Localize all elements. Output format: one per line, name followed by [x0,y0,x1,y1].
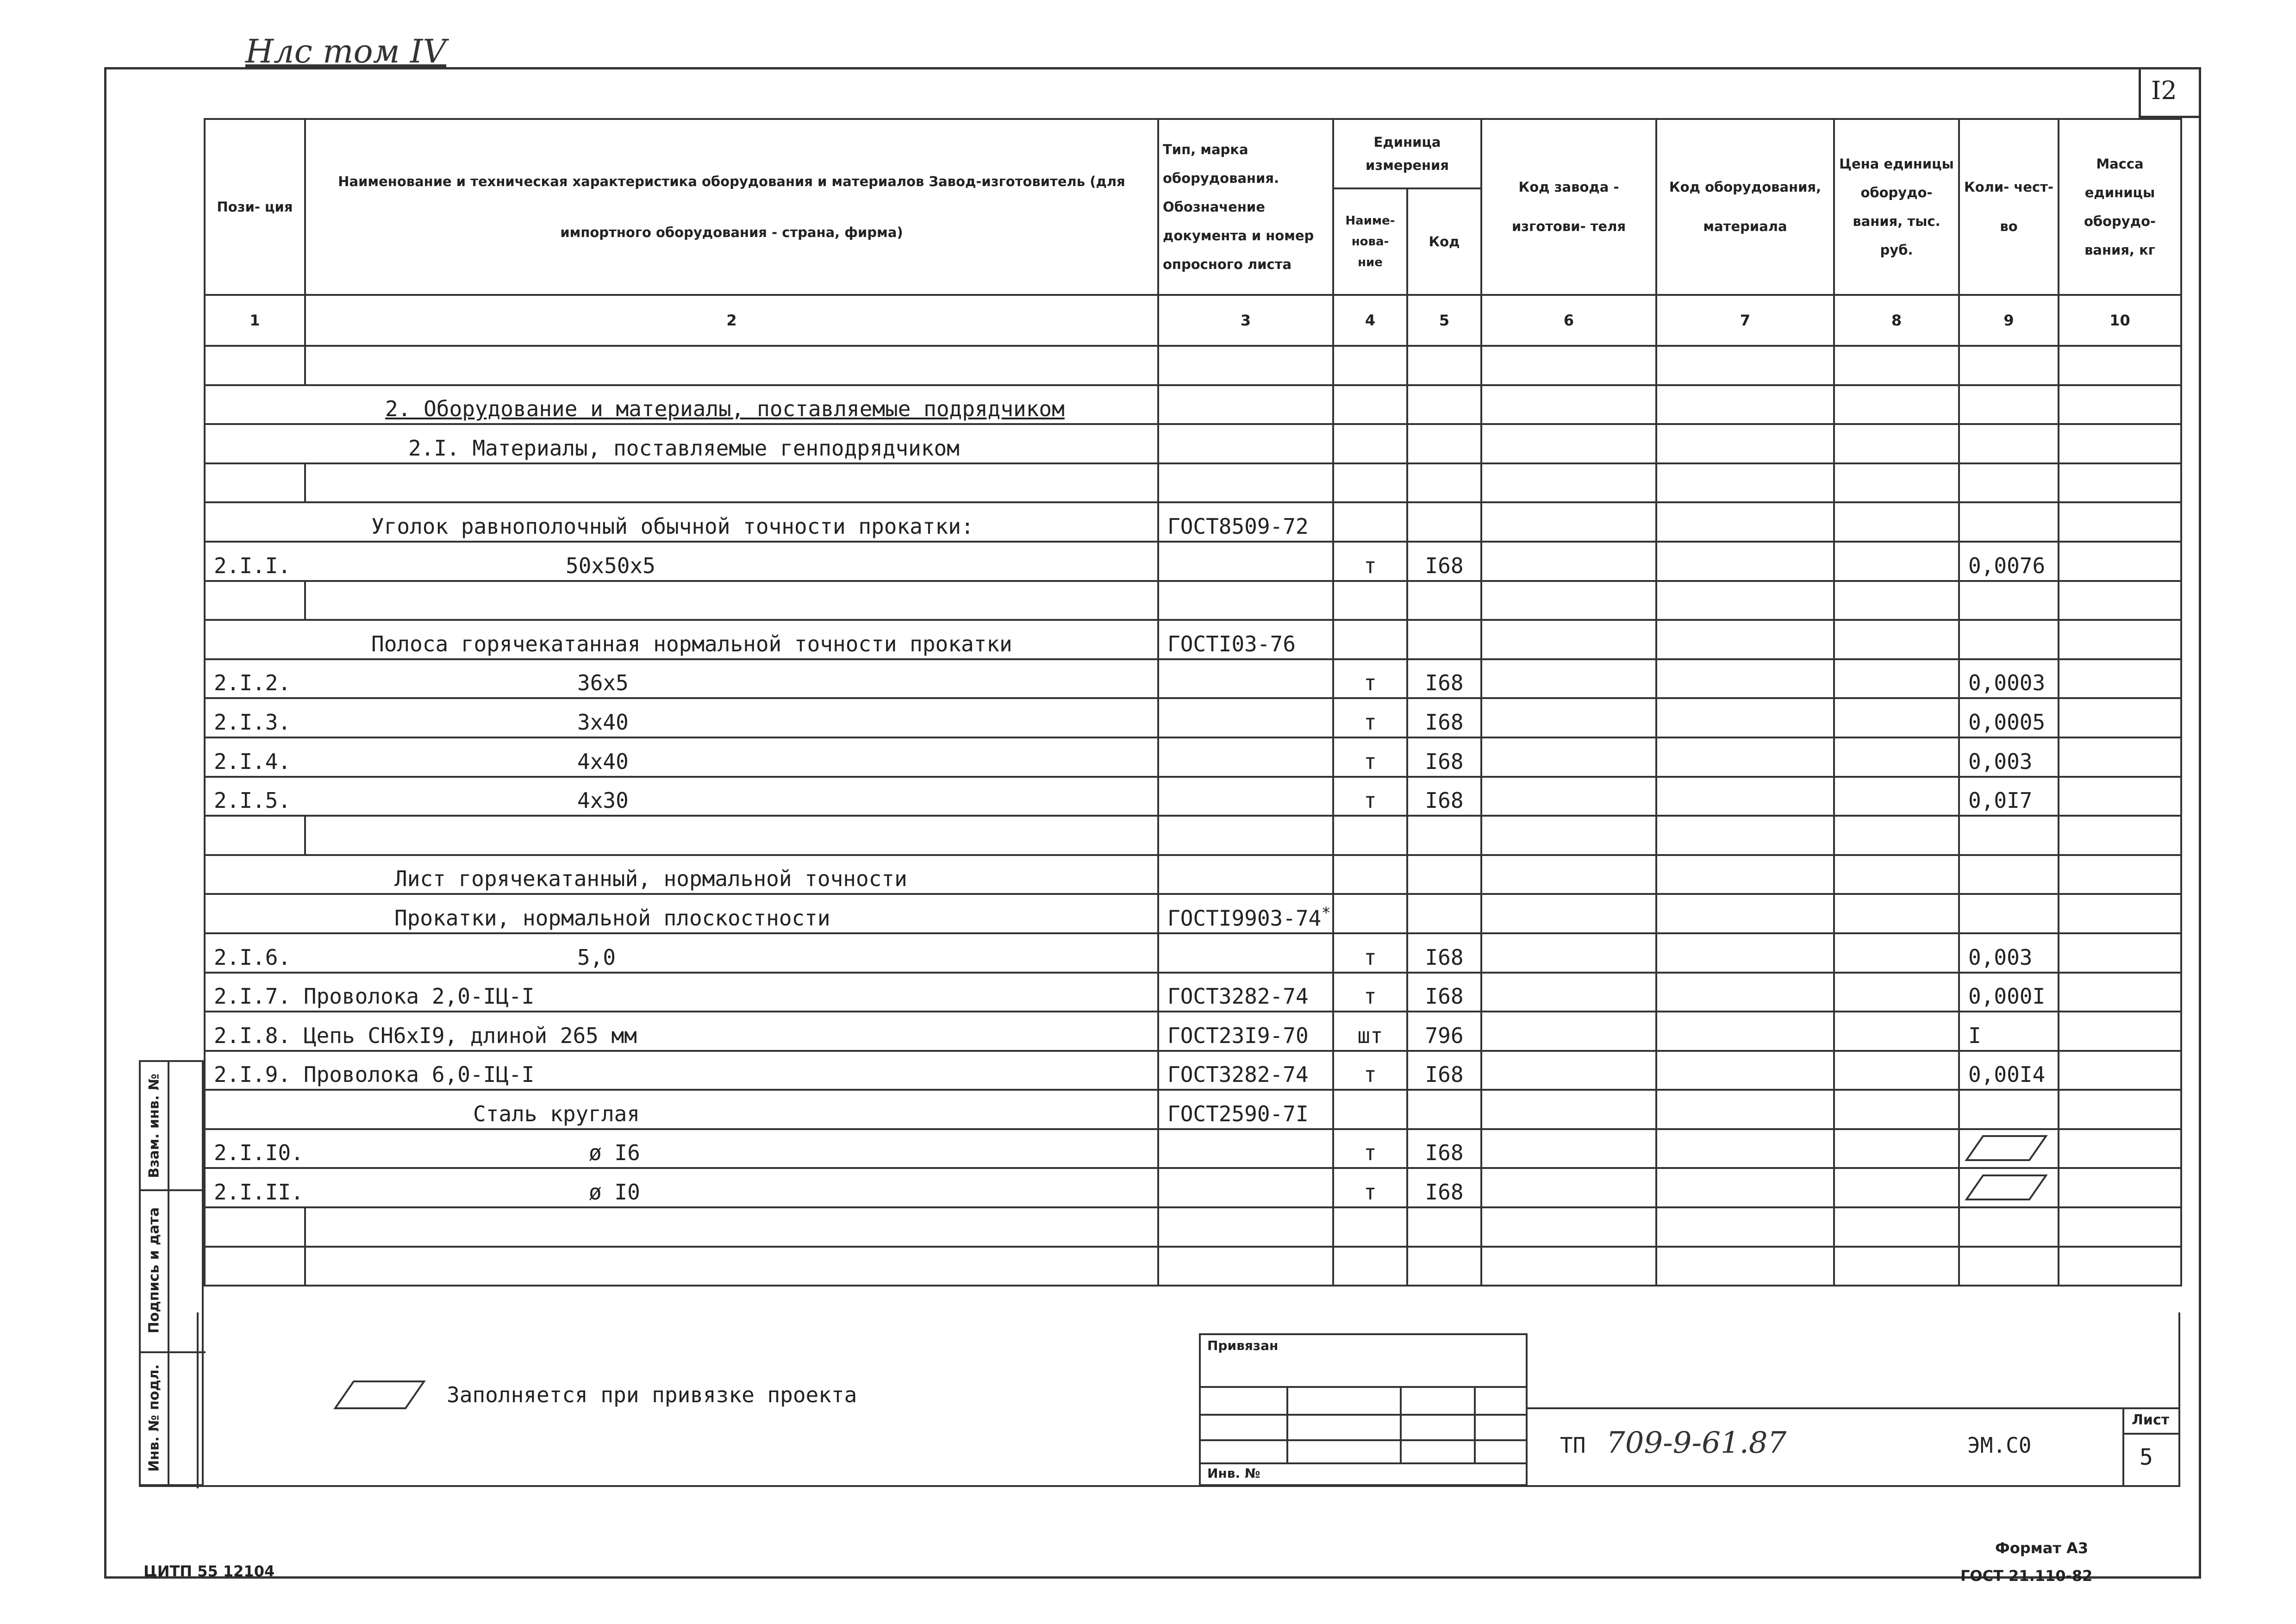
quantity-cell [1959,1168,2059,1207]
column-number: 5 [1407,295,1481,346]
sheet-value: 5 [2140,1444,2153,1470]
position-cell: 2.I.9. [214,1062,291,1087]
header-type: Тип, марка оборудования. Обозначение документа и номер опросного листа [1158,119,1333,295]
table-row [205,346,2181,385]
org-stamp: ЦИТП 55 12104 [144,1562,275,1580]
sheet-label: Лист [2132,1412,2170,1428]
table-row [205,737,2181,777]
quantity-cell: 0,003 [1959,933,2059,973]
unit-cell: т [1333,737,1407,777]
header-name: Наименование и техническая характеристика оборудования и материалов Завод-изготовитель (для импортного оборудования - страна, фирма) [305,119,1158,295]
header-mass: Масса единицы оборудо- вания, кг [2059,119,2181,295]
unit-code-cell: I68 [1407,973,1481,1012]
quantity-cell: 0,0I7 [1959,777,2059,816]
item-group-title: Сталь круглая [473,1101,640,1126]
quantity-cell: 0,003 [1959,737,2059,777]
asterisk-mark: * [1321,903,1331,922]
position-cell: 2.I.II. [214,1180,304,1205]
type-cell [1158,1129,1333,1168]
side-stamp-label: Подпись и дата [146,1207,162,1334]
column-number: 6 [1481,295,1656,346]
side-stamp-cell [141,1189,206,1353]
unit-code-cell: I68 [1407,737,1481,777]
unit-cell: т [1333,659,1407,699]
unit-code-cell: I68 [1407,698,1481,737]
table-row [205,424,2181,463]
unit-cell: т [1333,933,1407,973]
position-cell: 2.I.6. [214,944,291,970]
type-cell [1158,659,1333,699]
name-cell: ø I0 [589,1180,640,1205]
name-cell: 4х30 [577,788,629,813]
type-cell [1158,1168,1333,1207]
specification-table [204,118,2182,1287]
unit-cell: т [1333,1129,1407,1168]
quantity-cell: 0,0076 [1959,542,2059,581]
type-cell: ГОСТI03-76 [1158,620,1333,659]
position-cell: 2.I.8. [214,1023,291,1048]
fill-on-binding-mark [1965,1134,2048,1162]
type-cell: ГОСТ8509-72 [1158,502,1333,542]
type-cell: ГОСТ3282-74 [1158,973,1333,1012]
header-unit-group: Единица измерения [1333,119,1481,188]
format-label: Формат А3 [1995,1539,2089,1557]
name-cell: Проволока 2,0-IЦ-I [303,984,535,1009]
position-cell: 2.I.3. [214,709,291,735]
column-number: 1 [205,295,305,346]
type-cell: ГОСТ2590-7I [1158,1090,1333,1129]
name-cell: 50х50х5 [566,553,655,578]
position-cell: 2.I.7. [214,984,291,1009]
unit-code-cell: I68 [1407,1168,1481,1207]
header-price: Цена единицы оборудо- вания, тыс. руб. [1834,119,1959,295]
doc-number: 709-9-61.87 [1606,1426,1787,1460]
table-row [205,855,2181,894]
type-cell [1158,542,1333,581]
subsection-heading: 2.I. Материалы, поставляемые генподрядчиком [408,435,960,461]
title-block [1528,1333,2180,1486]
type-cell [1158,698,1333,737]
unit-cell: т [1333,698,1407,737]
handwritten-header: Нлс том IV [245,32,447,70]
table-row [205,777,2181,816]
table-row [205,933,2181,973]
header-factory-code: Код завода - изготови- теля [1481,119,1656,295]
side-stamp-cell [141,1062,206,1191]
gost-label: ГОСТ 21.110-82 [1960,1567,2093,1585]
quantity-cell: I [1959,1012,2059,1051]
table-row [205,1012,2181,1051]
header-unit-name: Наиме- нова- ние [1333,188,1407,295]
unit-cell: т [1333,1051,1407,1090]
table-row [205,620,2181,659]
header-quantity: Коли- чест- во [1959,119,2059,295]
section-heading: 2. Оборудование и материалы, поставляемые подрядчиком [385,396,1065,422]
column-number: 4 [1333,295,1407,346]
quantity-cell [1959,1129,2059,1168]
table-row [205,816,2181,855]
item-group-title: Лист горячекатанный, нормальной точности [394,866,907,892]
table-row [205,659,2181,699]
table-row [205,1051,2181,1090]
position-cell: 2.I.2. [214,670,291,696]
table-row [205,1207,2181,1247]
inventory-label: Инв. № [1207,1466,1260,1481]
position-cell: 2.I.4. [214,749,291,774]
name-cell: Цепь СН6хI9, длиной 265 мм [303,1023,637,1048]
name-cell: 5,0 [577,944,616,970]
doc-prefix: ТП [1560,1433,1586,1458]
table-row [205,385,2181,425]
table-row [205,1247,2181,1286]
name-cell: 36х5 [577,670,629,696]
unit-code-cell: I68 [1407,933,1481,973]
footnote-text: Заполняется при привязке проекта [447,1382,857,1407]
column-number: 3 [1158,295,1333,346]
quantity-cell: 0,0005 [1959,698,2059,737]
item-group-title: Полоса горячекатанная нормальной точности прокатки [371,631,1012,656]
position-cell: 2.I.I. [214,553,291,578]
table-row [205,698,2181,737]
unit-code-cell: I68 [1407,777,1481,816]
table-row [205,894,2181,933]
type-cell: ГОСТ3282-74 [1158,1051,1333,1090]
unit-code-cell: 796 [1407,1012,1481,1051]
table-row [205,542,2181,581]
type-cell [1158,933,1333,973]
header-equipment-code: Код оборудования, материала [1656,119,1834,295]
side-stamp [139,1060,204,1486]
unit-code-cell: I68 [1407,1129,1481,1168]
footnote [333,1380,857,1412]
type-cell [1158,737,1333,777]
header-row [205,119,2181,188]
item-group-title: Уголок равнополочный обычной точности прокатки: [371,513,974,539]
column-number: 10 [2059,295,2181,346]
unit-code-cell: I68 [1407,1051,1481,1090]
unit-code-cell: I68 [1407,659,1481,699]
unit-cell: т [1333,777,1407,816]
table-row [205,973,2181,1012]
side-stamp-cell [141,1351,206,1484]
item-group-title: Прокатки, нормальной плоскостности [394,905,830,931]
table-row [205,502,2181,542]
privyazan-block [1199,1333,1528,1486]
quantity-cell: 0,00I4 [1959,1051,2059,1090]
side-stamp-label: Инв. № подл. [146,1364,162,1472]
unit-cell: шт [1333,1012,1407,1051]
name-cell: Проволока 6,0-IЦ-I [303,1062,535,1087]
column-number: 2 [305,295,1158,346]
unit-cell: т [1333,542,1407,581]
fill-on-binding-mark [333,1380,426,1410]
fill-on-binding-mark [1965,1174,2048,1201]
name-cell: ø I6 [589,1140,640,1166]
type-cell: ГОСТ23I9-70 [1158,1012,1333,1051]
column-number: 7 [1656,295,1834,346]
name-cell: 4х40 [577,749,629,774]
table-row [205,1090,2181,1129]
table-row [205,1129,2181,1168]
header-unit-code: Код [1407,188,1481,295]
type-cell [1158,777,1333,816]
unit-cell: т [1333,1168,1407,1207]
doc-code: ЭМ.С0 [1967,1433,2032,1458]
quantity-cell: 0,000I [1959,973,2059,1012]
quantity-cell: 0,0003 [1959,659,2059,699]
unit-cell: т [1333,973,1407,1012]
position-cell: 2.I.I0. [214,1140,304,1166]
table-row [205,1168,2181,1207]
column-number: 9 [1959,295,2059,346]
position-cell: 2.I.5. [214,788,291,813]
table-row [205,463,2181,503]
side-stamp-label: Взам. инв. № [146,1073,162,1178]
privyazan-title: Привязан [1207,1338,1279,1353]
column-number: 8 [1834,295,1959,346]
type-cell: ГОСТI9903-74* [1158,894,1333,933]
table-row [205,581,2181,620]
name-cell: 3х40 [577,709,629,735]
unit-code-cell: I68 [1407,542,1481,581]
header-position: Пози- ция [205,119,305,295]
sheet-number-corner: I2 [2151,76,2177,105]
sheet-number-corner-box [2139,69,2199,118]
column-numbers-row [205,295,2181,346]
